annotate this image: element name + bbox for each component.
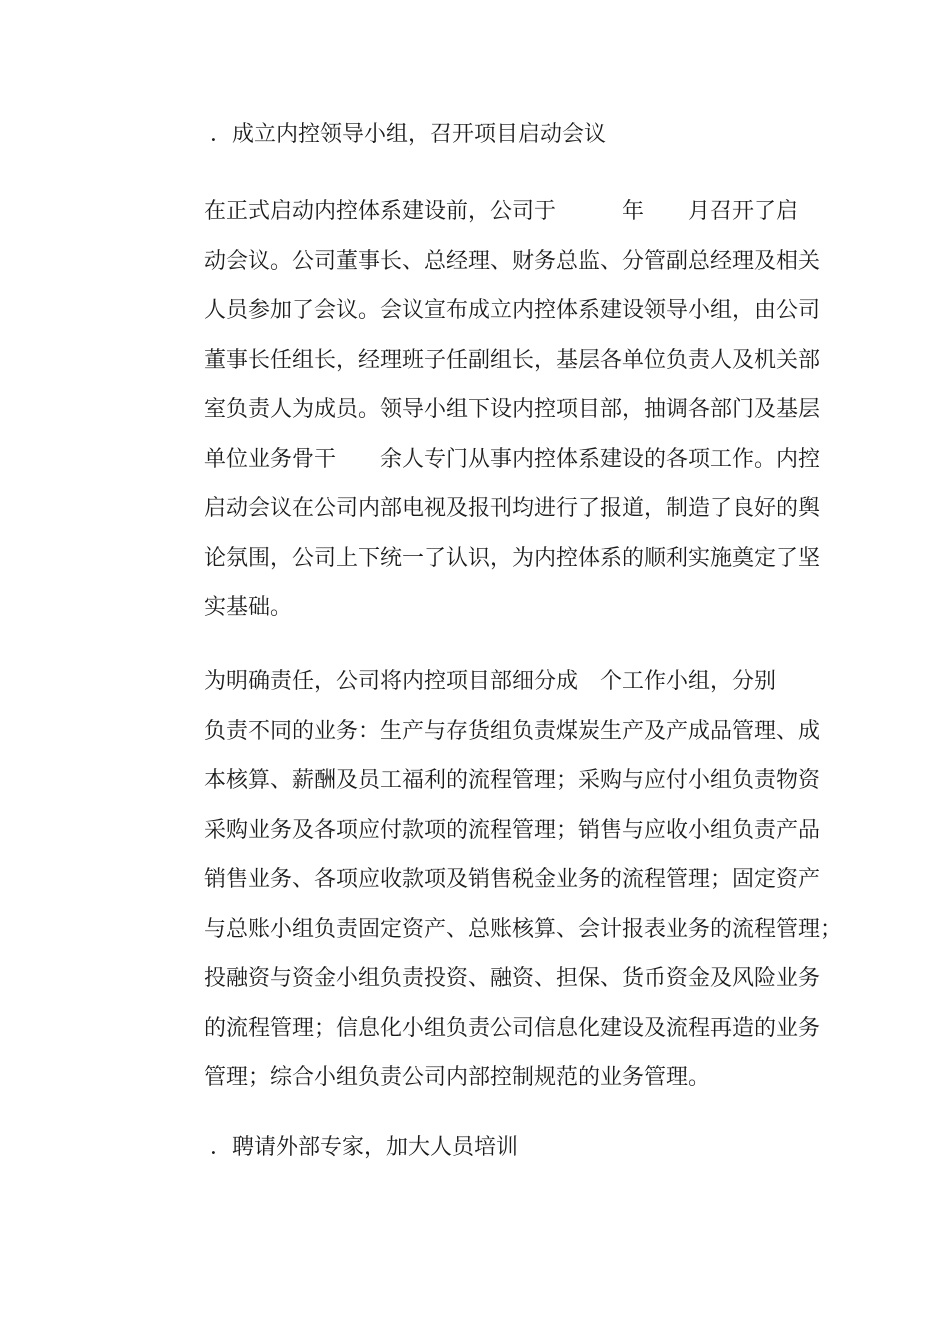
paragraph-line: 实基础。 — [204, 595, 293, 620]
paragraph-line: 的流程管理；信息化小组负责公司信息化建设及流程再造的业务 — [204, 1015, 821, 1041]
paragraph-line: 动会议。公司董事长、总经理、财务总监、分管副总经理及相关 — [204, 248, 821, 274]
paragraph-line: 投融资与资金小组负责投资、融资、担保、货币资金及风险业务 — [204, 966, 821, 991]
paragraph-line: 单位业务骨干 余人专门从事内控体系建设的各项工作。内控 — [204, 446, 821, 472]
paragraph-line: 管理；综合小组负责公司内部控制规范的业务管理。 — [204, 1065, 711, 1090]
paragraph-line: 室负责人为成员。领导小组下设内控项目部，抽调各部门及基层 — [204, 397, 821, 422]
paragraph-line: 论氛围，公司上下统一了认识，为内控体系的顺利实施奠定了坚 — [204, 545, 821, 571]
paragraph-line: 启动会议在公司内部电视及报刊均进行了报道，制造了良好的舆 — [204, 496, 821, 521]
paragraph-line: 本核算、薪酬及员工福利的流程管理；采购与应付小组负责物资 — [204, 768, 821, 793]
paragraph-line: 与总账小组负责固定资产、总账核算、会计报表业务的流程管理； — [204, 916, 843, 942]
paragraph-line: 销售业务、各项应收款项及销售税金业务的流程管理；固定资产 — [204, 867, 821, 892]
paragraph-work-groups — [166, 657, 843, 1103]
paragraph-line: 人员参加了会议。会议宣布成立内控体系建设领导小组，由公司 — [204, 298, 821, 323]
paragraph-kickoff-meeting — [166, 187, 821, 633]
paragraph-line: 董事长任组长，经理班子任副组长，基层各单位负责人及机关部 — [204, 347, 821, 373]
paragraph-line: 负责不同的业务：生产与存货组负责煤炭生产及产成品管理、成 — [204, 718, 821, 744]
paragraph-line: 为明确责任，公司将内控项目部细分成 个工作小组，分别 — [204, 669, 777, 694]
section-heading-experts-training: ．聘请外部专家，加大人员培训 — [210, 1135, 519, 1160]
section-heading-kickoff: ．成立内控领导小组，召开项目启动会议 — [210, 122, 607, 147]
paragraph-line: 在正式启动内控体系建设前，公司于 年 月召开了启 — [204, 199, 799, 224]
paragraph-line: 采购业务及各项应付款项的流程管理；销售与应收小组负责产品 — [204, 817, 821, 843]
